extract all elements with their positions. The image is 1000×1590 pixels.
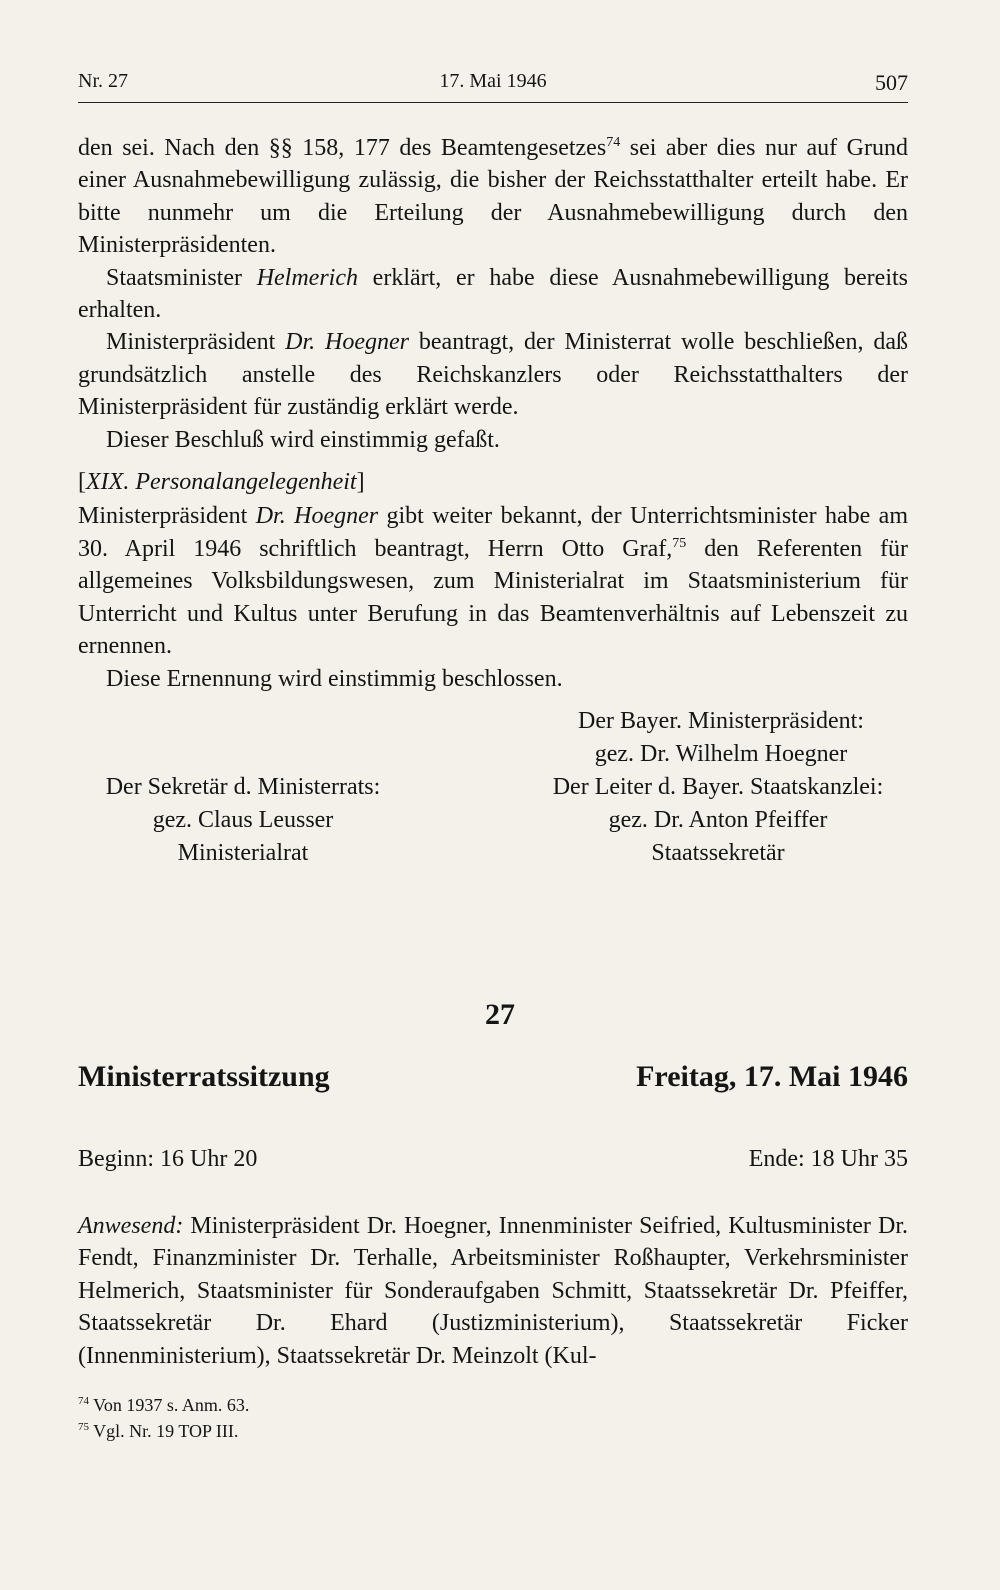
footnote-ref-74: 74: [606, 135, 621, 150]
section-number: 27: [485, 998, 515, 1031]
person-name: Helmerich: [256, 264, 358, 291]
signature-minister-president: Der Bayer. Ministerpräsident: gez. Dr. Wilhelm Hoegner: [578, 707, 864, 767]
footnotes: [78, 1390, 249, 1442]
begin-time: Beginn: 16 Uhr 20: [78, 1146, 258, 1172]
end-time: Ende: 18 Uhr 35: [748, 1146, 908, 1172]
page-number: 507: [875, 70, 908, 95]
footnote-74: $^{74}$ Von 1937 s. Anm. 63.: [78, 1395, 250, 1415]
session-title: Ministerratssitzung: [78, 1060, 330, 1093]
person-name: Dr. Hoegner: [285, 329, 410, 356]
paragraph-2: Staatsminister Helmerich erklärt, er habe diese Ausnahmebewilligung bereits erhalten.: [78, 264, 908, 324]
header-date: 17. Mai 1946: [439, 70, 547, 92]
footnote-75: $^{75}$ Vgl. Nr. 19 TOP III.: [78, 1421, 239, 1441]
paragraph-5: Ministerpräsident Dr. Hoegner gibt weiter bekannt, der Unterrichtsminister habe am 30. April 1946 schriftlich beantragt, Herrn Otto Graf,$^{75}$ den Referenten für allgemeines Volksbildungswesen, zum Ministerialrat im Staatsministerium für Unterricht und Kultus unter Berufung in das Beamtenverhältnis auf Lebenszeit zu ernennen.: [78, 503, 909, 660]
attendance-label: Anwesend:: [78, 1213, 184, 1239]
paragraph-1: den sei. Nach den §§ 158, 177 des Beamtengesetzes$^{74}$ sei aber dies nur auf Grund einer Ausnahmebewilligung zulässig, die bisher der Reichsstatthalter erteilt habe. Er bitte nunmehr um die Erteilung der Ausnahmebewilligung durch den Ministerpräsidenten.: [78, 135, 909, 259]
paragraph-6: Diese Ernennung wird einstimmig beschlossen.: [106, 665, 563, 692]
footnote-ref-75: 75: [672, 535, 687, 551]
person-name: Dr. Hoegner: [255, 503, 379, 530]
paragraph-3: Ministerpräsident Dr. Hoegner beantragt, der Ministerrat wolle beschließen, daß grundsätzlich anstelle des Reichskanzlers oder Reichsstatthalters der Ministerpräsident für zuständig erklärt werde.: [78, 329, 909, 421]
signature-chancellery-head: Der Leiter d. Bayer. Staatskanzlei: gez. Dr. Anton Pfeiffer Staatssekretär: [552, 773, 884, 866]
signature-secretary: Der Sekretär d. Ministerrats: gez. Claus Leusser Ministerialrat: [105, 773, 381, 866]
agenda-heading: [XIX. Personalangelegenheit]: [78, 469, 365, 496]
attendance-list: Ministerpräsident Dr. Hoegner, Innenminister Seifried, Kultusminister Dr. Fendt, Finanzminister Dr. Terhalle, Arbeitsminister Roßhaupter, Verkehrsminister Helmerich, Staatsminister für Sonderaufgaben Schmitt, Staatssekretär Dr. Pfeiffer, Staatssekretär Dr. Ehard (Justizministerium), Staatssekretär Ficker (Innenministerium), Staatssekretär Dr. Meinzolt (Kul-: [78, 1213, 908, 1369]
attendance: [78, 1210, 908, 1372]
signature-block: [78, 705, 908, 885]
paragraph-4: Dieser Beschluß wird einstimmig gefaßt.: [106, 426, 500, 453]
document-number: Nr. 27: [78, 70, 128, 92]
session-date: Freitag, 17. Mai 1946: [636, 1060, 908, 1093]
running-header: [78, 70, 908, 103]
body-text: [78, 132, 908, 885]
